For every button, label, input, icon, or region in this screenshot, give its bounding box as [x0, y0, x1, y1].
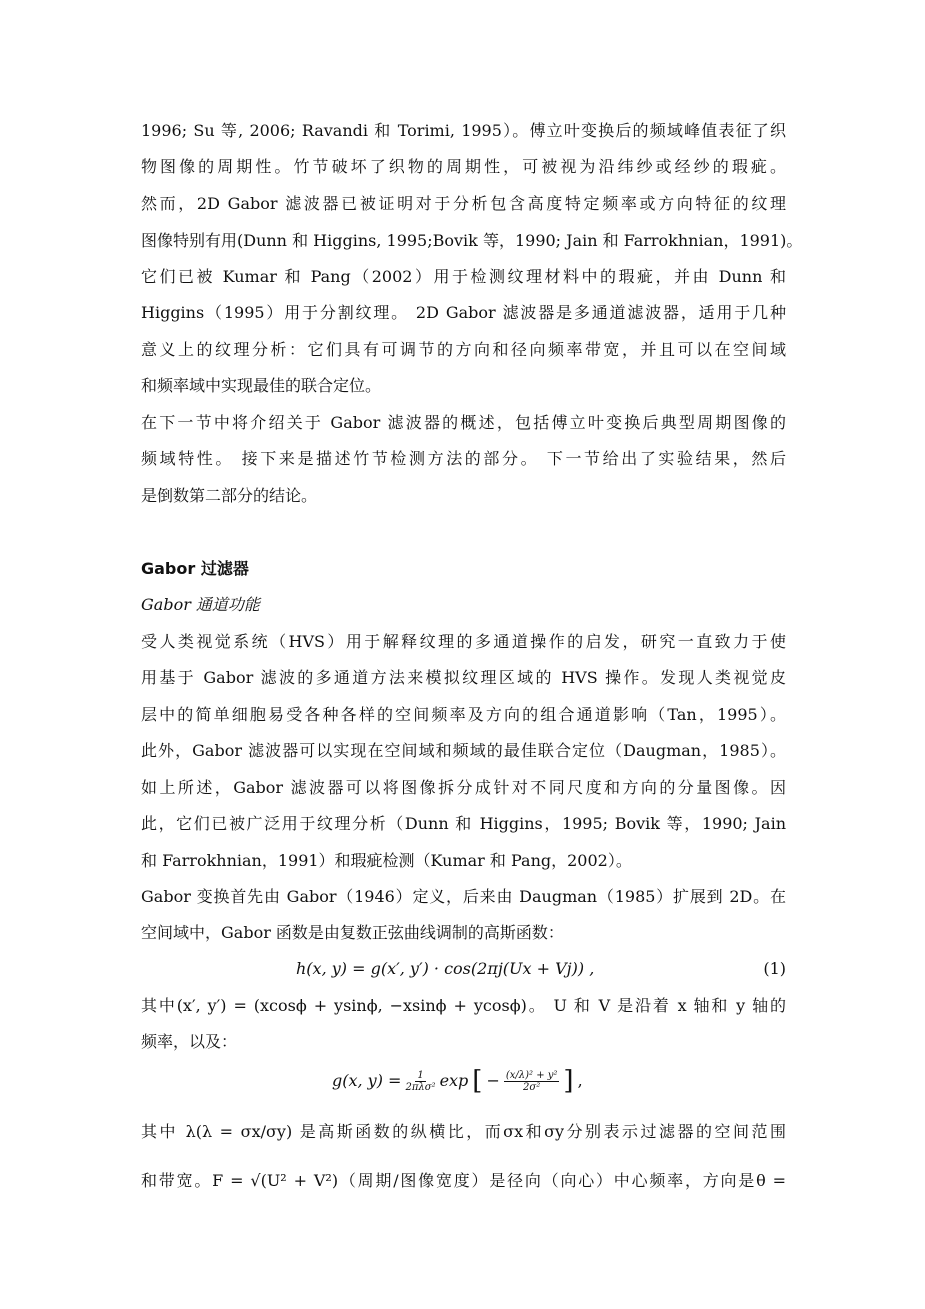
- p3-line-7: 和 Farrokhnian，1991）和瑕疵检测（Kumar 和 Pang，2002）。: [141, 851, 632, 870]
- p1-line-3: 然而，2D Gabor 滤波器已被证明对于分析包含高度特定频率或方向特征的纹理: [141, 194, 786, 213]
- equation-2: [332, 1068, 583, 1094]
- after-eq1-line-2: 频率，以及：: [141, 1032, 238, 1051]
- fraction-2-denominator: 2σ²: [523, 1081, 541, 1093]
- subsection-heading: Gabor 通道功能: [141, 595, 260, 614]
- equation-1-number: (1): [763, 959, 786, 978]
- p4-line-2: 空间域中，Gabor 函数是由复数正弦曲线调制的高斯函数：: [141, 923, 564, 942]
- equation-2-fraction-2: [504, 1070, 560, 1093]
- fraction-1-denominator: 2πλσ²: [405, 1081, 436, 1093]
- p2-line-1: 在下一节中将介绍关于 Gabor 滤波器的概述，包括傅立叶变换后典型周期图像的: [141, 413, 786, 432]
- p3-line-2: 用基于 Gabor 滤波的多通道方法来模拟纹理区域的 HVS 操作。发现人类视觉皮: [141, 668, 786, 687]
- p3-line-6: 此，它们已被广泛用于纹理分析（Dunn 和 Higgins，1995; Bovik 等，1990; Jain: [141, 814, 786, 833]
- p2-line-3: 是倒数第二部分的结论。: [141, 486, 318, 505]
- p1-line-5: 它们已被 Kumar 和 Pang（2002）用于检测纹理材料中的瑕疵，并由 Dunn 和: [141, 267, 786, 286]
- after-eq1-line-1: 其中(x′, y′) = (xcosϕ + ysinϕ, −xsinϕ + ycosϕ)。 U 和 V 是沿着 x 轴和 y 轴的: [141, 996, 786, 1015]
- after-eq2-line-1: 其中 λ(λ = σx/σy) 是高斯函数的纵横比，而σx和σy分别表示过滤器的空间范围: [141, 1122, 786, 1141]
- p3-line-5: 如上所述，Gabor 滤波器可以将图像拆分成针对不同尺度和方向的分量图像。因: [141, 778, 786, 797]
- equation-2-lhs: g(x, y) =: [332, 1071, 402, 1090]
- p1-line-2: 物图像的周期性。竹节破坏了织物的周期性，可被视为沿纬纱或经纱的瑕疵。: [141, 157, 786, 176]
- after-eq2-line-2: 和带宽。F = √(U² + V²)（周期/图像宽度）是径向（向心）中心频率，方向是θ =: [141, 1171, 786, 1190]
- p3-line-3: 层中的简单细胞易受各种各样的空间频率及方向的组合通道影响（Tan，1995）。: [141, 705, 786, 724]
- section-heading: Gabor 过滤器: [141, 559, 249, 578]
- p2-line-2: 频域特性。 接下来是描述竹节检测方法的部分。 下一节给出了实验结果，然后: [141, 449, 786, 468]
- fraction-1-numerator: 1: [417, 1069, 424, 1081]
- p1-line-4: 图像特别有用(Dunn 和 Higgins, 1995;Bovik 等，1990; Jain 和 Farrokhnian，1991)。: [141, 231, 803, 250]
- p3-line-4: 此外，Gabor 滤波器可以实现在空间域和频域的最佳联合定位（Daugman，1985）。: [141, 741, 786, 760]
- left-bracket: [: [472, 1066, 483, 1096]
- p1-line-7: 意义上的纹理分析：它们具有可调节的方向和径向频率带宽，并且可以在空间域: [141, 340, 786, 359]
- fraction-2-numerator: (x/λ)² + y²: [505, 1069, 558, 1081]
- p1-line-8: 和频率域中实现最佳的联合定位。: [141, 376, 382, 395]
- equation-1: [141, 957, 786, 981]
- p1-line-6: Higgins（1995）用于分割纹理。 2D Gabor 滤波器是多通道滤波器，适用于几种: [141, 303, 786, 322]
- equation-2-tail: ,: [577, 1071, 583, 1090]
- minus-sign: −: [486, 1071, 500, 1090]
- p4-line-1: Gabor 变换首先由 Gabor（1946）定义，后来由 Daugman（1985）扩展到 2D。在: [141, 887, 786, 906]
- equation-2-exp: exp: [439, 1071, 469, 1090]
- p1-line-1: 1996; Su 等, 2006; Ravandi 和 Torimi, 1995）。傅立叶变换后的频域峰值表征了织: [141, 121, 786, 140]
- equation-1-body: h(x, y) = g(x′, y′) · cos(2πj(Ux + Vj)) ,: [296, 959, 595, 978]
- equation-2-fraction-1: [405, 1070, 435, 1093]
- right-bracket: ]: [563, 1066, 574, 1096]
- p3-line-1: 受人类视觉系统（HVS）用于解释纹理的多通道操作的启发，研究一直致力于使: [141, 632, 786, 651]
